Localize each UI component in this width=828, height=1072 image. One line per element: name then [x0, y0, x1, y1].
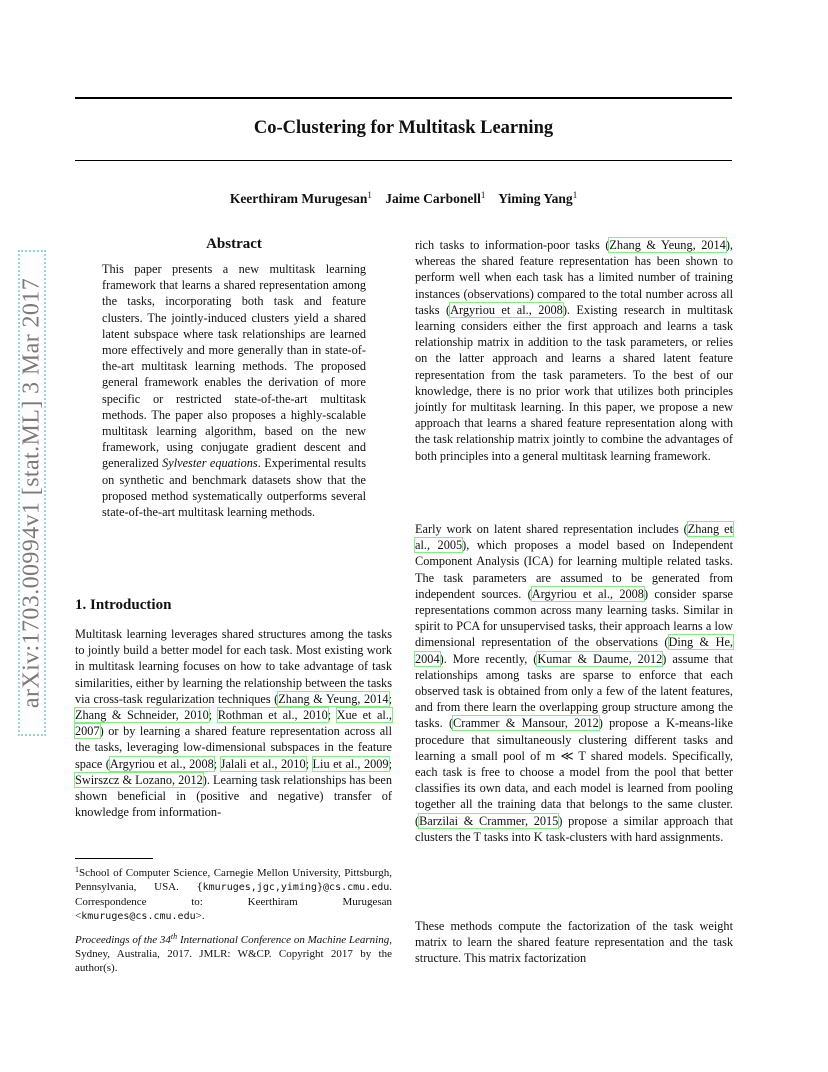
body-text: ;: [388, 756, 393, 771]
citation-link[interactable]: Ding & He, 2004: [415, 635, 733, 666]
body-text: ;: [213, 756, 221, 771]
proceedings-ordinal: th: [170, 932, 178, 941]
body-text: rich tasks to information-poor tasks (: [415, 238, 610, 252]
body-text: ;: [388, 691, 392, 706]
body-text: ). More recently, (: [439, 651, 538, 666]
footnote-text: >.: [195, 910, 205, 922]
title-bottom-rule: [75, 160, 732, 161]
citation-link[interactable]: Zhang et al., 2005: [415, 522, 733, 553]
footnote-text: School of Computer Science, Carnegie Mellon University, Pittsburgh, Pennsylvania, USA.: [75, 867, 392, 893]
body-text: ;: [305, 756, 313, 771]
footnote-text: . Correspondence to: Keerthiram Murugesan <: [75, 881, 392, 922]
footnote-rule: [75, 858, 153, 859]
author-affiliation-mark: 1: [367, 190, 372, 200]
body-text: ;: [208, 708, 218, 723]
correspondence-email: kmuruges@cs.cmu.edu: [81, 911, 196, 922]
citation-link[interactable]: Zhang & Schneider, 2010: [75, 708, 209, 723]
body-text: ) assume that relationships among tasks are sparse to enforce that each observed task is obtained from only a few of the latent features, and from there learn the overlapping group structure among the tasks. (: [415, 651, 733, 731]
body-text: Multitask learning leverages shared structures among the tasks to jointly build a better model for each task. Most existing work in multitask learning focuses on how to take advantage of task similarities, either by learning the relationship between the tasks via cross-task regularization techniques (: [75, 627, 392, 706]
body-paragraph: [415, 237, 733, 464]
abstract-heading: Abstract: [206, 236, 262, 252]
body-text: ) propose a K-means-like procedure that simultaneously clustering different tasks and learning a small pool of m ≪ T shared models. Specifically, each task is free to choose a model from the pool that better classifies its own data, and each model is learned from pooling together all the training data that belongs to the same cluster. (: [415, 716, 733, 828]
citation-link[interactable]: Jalali et al., 2010: [220, 756, 306, 771]
top-rule: [75, 97, 732, 99]
abstract-emphasis: Sylvester equations: [162, 456, 258, 471]
body-text: ). Existing research in multitask learning considers either the first approach and learns a task relationship matrix in addition to the task parameters, or relies on the latter approach and learns a shared latent feature representation from the task parameters. To the best of our knowledge, there is no prior work that utilizes both principles jointly for multitask learning. In this paper, we propose a new approach that learns a shared feature representation along with the task relationship matrix jointly to combine the advantages of both principles into a general multitask learning framework.: [415, 302, 734, 463]
abstract-text: This paper presents a new multitask learning framework that learns a shared representation among the tasks, incorporating both task and feature clusters. The jointly-induced clusters yield a shared latent subspace where task relationships are learned more effectively and more generally than in state-of-the-art multitask learning methods. The proposed general framework enables the derivation of more specific or restricted state-of-the-art multitask methods. The paper also proposes a highly-scalable multitask learning algorithm, based on the new framework, using conjugate gradient descent and generalized: [102, 262, 366, 471]
footnote-mark: 1: [75, 865, 79, 874]
proceedings-text: , Sydney, Australia, 2017. JMLR: W&CP. Copyright 2017 by the author(s).: [75, 934, 392, 974]
body-text: ;: [327, 708, 337, 723]
author-affiliation-mark: 1: [480, 190, 486, 200]
citation-link[interactable]: Kumar & Daume, 2012: [537, 651, 663, 666]
arxiv-stamp-link[interactable]: [18, 250, 46, 736]
author-name: Yiming Yang: [498, 191, 573, 206]
abstract-text: . Experimental results on synthetic and benchmark datasets show that the proposed method systematically outperforms several state-of-the-art multitask learning methods.: [102, 456, 366, 520]
body-text: ) propose a similar approach that clusters the T tasks into K task-clusters with hard assignments.: [415, 813, 733, 844]
abstract-body: [102, 261, 366, 520]
proceedings-text: Proceedings of the 34: [75, 934, 171, 946]
citation-link[interactable]: Zhang & Yeung, 2014: [609, 238, 726, 252]
citation-link[interactable]: Xue et al., 2007: [75, 708, 392, 739]
body-text: Early work on latent shared representation includes (: [415, 522, 688, 536]
body-text: ), which proposes a model based on Independent Component Analysis (ICA) for learning multiple related tasks. The task parameters are assumed to be generated from independent sources. (: [415, 538, 733, 601]
body-text: ), whereas the shared feature representation has been shown to perform well when each task has a limited number of training instances (observations) compared to the total number across all tasks (: [415, 238, 733, 317]
citation-link[interactable]: Crammer & Mansour, 2012: [453, 716, 599, 731]
citation-link[interactable]: Argyriou et al., 2008: [109, 756, 214, 771]
body-paragraph: [415, 521, 733, 845]
proceedings-text: International Conference on Machine Learning: [177, 934, 390, 946]
citation-link[interactable]: Zhang & Yeung, 2014: [278, 691, 389, 706]
body-text: ) or by learning a shared feature representation across all the tasks, leveraging low-dimensional subspaces in the feature space (: [75, 724, 392, 771]
introduction-paragraph: [75, 626, 392, 820]
arxiv-identifier: arXiv:1703.00994v1 [stat.ML] 3 Mar 2017: [18, 277, 45, 709]
paper-title: Co-Clustering for Multitask Learning: [253, 118, 554, 138]
citation-link[interactable]: Argyriou et al., 2008: [531, 586, 644, 601]
citation-link[interactable]: Argyriou et al., 2008: [450, 302, 563, 317]
author-name: Keerthiram Murugesan: [229, 191, 368, 206]
citation-link[interactable]: Liu et al., 2009: [312, 756, 389, 771]
author-emails: {kmuruges,jgc,yiming}@cs.cmu.edu: [196, 882, 390, 893]
body-text: ) consider sparse representations common across many learning tasks. Similar in spirit to PCA for unsupervised tasks, their approach learns a low dimensional representation of the observations (: [415, 586, 733, 650]
section-heading-introduction: 1. Introduction: [75, 597, 172, 613]
author-affiliation-mark: 1: [572, 190, 578, 200]
body-paragraph: These methods compute the factorization of the task weight matrix to learn the shared feature representation and the task structure. This matrix factorization: [415, 919, 733, 966]
author-list: [75, 190, 732, 207]
affiliation-footnote: [75, 863, 392, 924]
citation-link[interactable]: Swirszcz & Lozano, 2012: [75, 772, 203, 787]
citation-link[interactable]: Barzilai & Crammer, 2015: [419, 813, 559, 828]
citation-link[interactable]: Rothman et al., 2010: [217, 708, 328, 723]
proceedings-note: [75, 930, 392, 975]
author-name: Jaime Carbonell: [385, 191, 481, 206]
body-text: ). Learning task relationships has been shown beneficial in (positive and negative) transfer of knowledge from information-: [75, 772, 393, 820]
